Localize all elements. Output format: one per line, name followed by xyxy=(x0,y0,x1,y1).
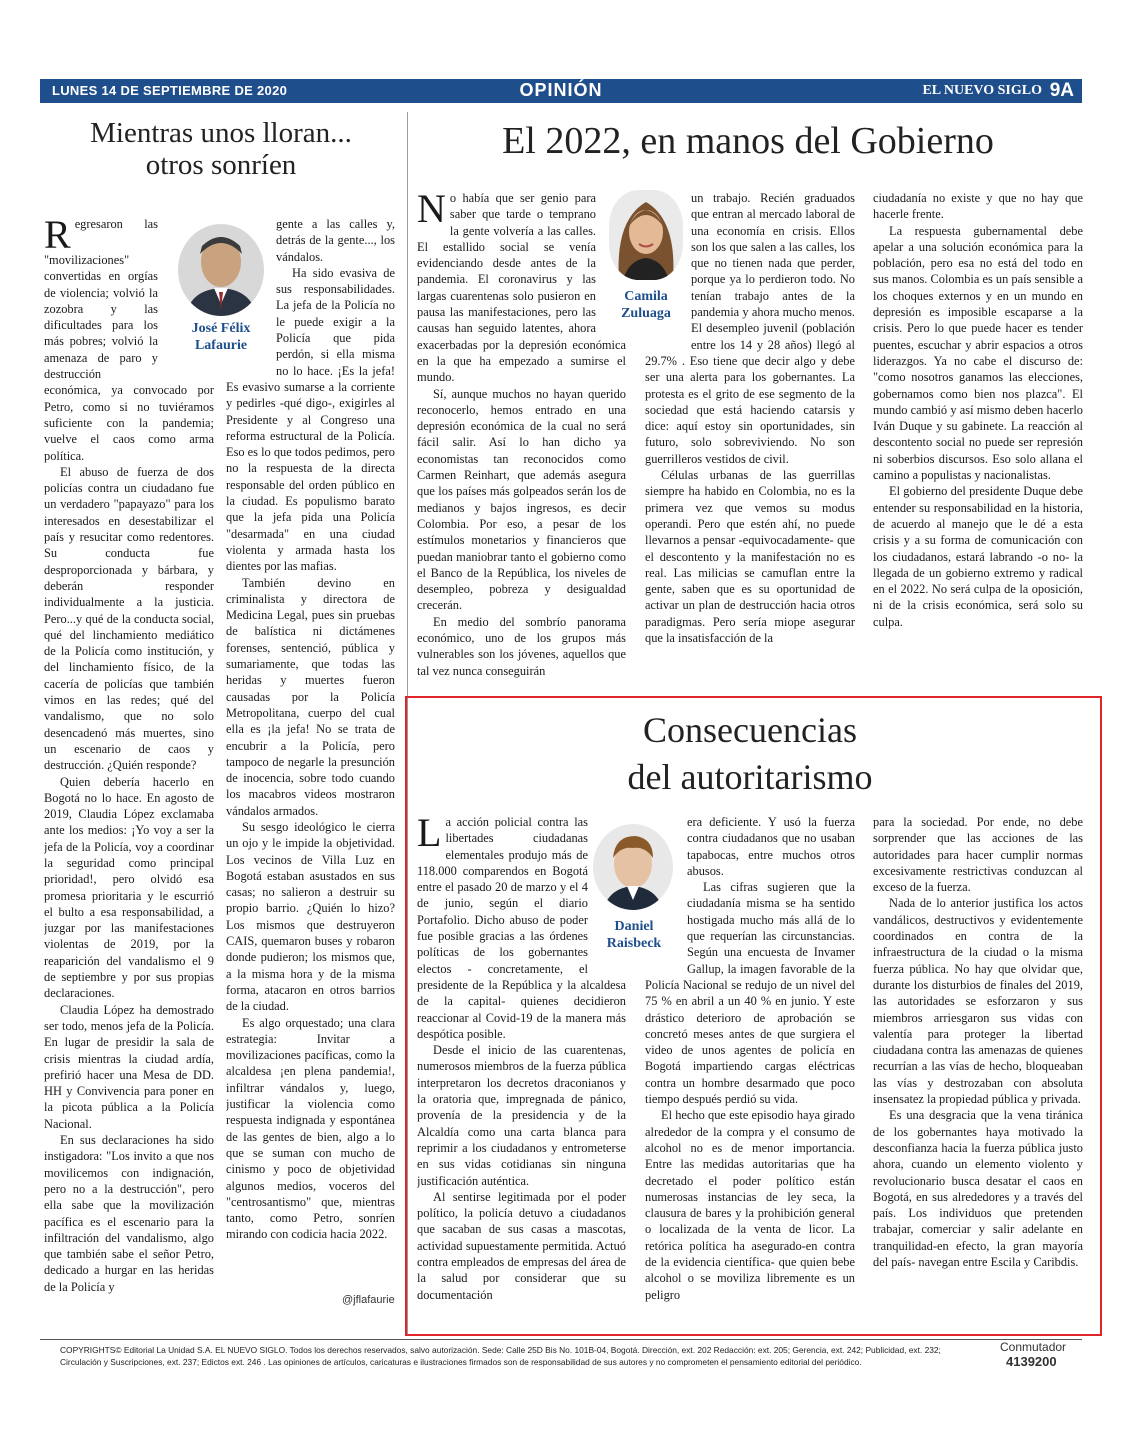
title-line: otros sonríen xyxy=(145,149,297,182)
title-line: del autoritarismo xyxy=(627,757,873,797)
paragraph: un trabajo. Recién graduados que entran al mercado laboral de una economía en crisis. Ellos son los que salen a las calles, los que no tienen nada que perder, porque ya lo perdieron todo. No tenían trabajo antes de la pandemia y ahora mucho menos. El desempleo juvenil (población entre los 14 y 28 años) llegó al 29.7% . Eso tiene que decir algo y debe ser una alerta para los gobernantes. La protesta es el grito de ese segmento de la sociedad que está haciendo catarsis y dice: aquí estoy sin oportunidades, sin futuro, solo sobreviviendo. No son guerrilleros vestidos de civil. xyxy=(645,191,855,466)
paragraph: El abuso de fuerza de dos policías contra un ciudadano fue un verdadero "papayazo" para los interesados en desestabilizar el país y resucitar como redentores. Su conducta fue desproporcionada y bárbara, y deberán responder individualmente a la justicia. Pero...y qué de la conducta social, qué del linchamiento mediático de la Policía como institución, y del linchamiento físico, de la cacería de policías que también vimos en las redes; qué del vandalismo, que no solo desencadenó más muertes, sino un escenario de caos y destrucción. ¿Quién responde? xyxy=(44,464,214,773)
article-left-col1 xyxy=(44,216,214,1306)
drop-cap: N xyxy=(417,190,446,231)
paragraph: era deficiente. Y usó la fuerza contra ciudadanos que no usaban tapabocas, entre muchos otros abusos. xyxy=(687,815,855,878)
article-bottom-col2 xyxy=(645,814,855,1316)
author-line: Zuluaga xyxy=(621,306,671,321)
footer-line-2: Circulación y Suscripciones, ext. 237; Edictos ext. 246 . Las opiniones de artículos, caricaturas e ilustraciones firmados son de responsabilidad de sus autores y no comprometen el pensamiento editorial del periódico. xyxy=(60,1357,862,1367)
paragraph: También devino en criminalista y directora de Medicina Legal, pues sin pruebas de balística ni dictámenes forenses, sentenció, pública y sumariamente, que todas las heridas y muertes fueron causadas por la Policía Metropolitana, cuerpo del cual ella es ¡la jefa! No se trata de encubrir a la Policía, pero tampoco de negarle la presunción de inocencia, sobre todo cuando los macabros videos mostraron vándalos armados. xyxy=(226,575,395,818)
footer-credits xyxy=(60,1344,990,1368)
author-line: Lafaurie xyxy=(194,338,248,353)
paragraph: para la sociedad. Por ende, no debe sorprender que las acciones de las autoridades para hacer cumplir normas excesivamente restrictivas conduzcan al exceso de la fuerza. xyxy=(873,815,1083,895)
section-title: OPINIÓN xyxy=(519,80,603,100)
author-line: José Félix xyxy=(191,321,251,336)
switchboard-number: 4139200 xyxy=(1006,1354,1057,1369)
footer-divider xyxy=(40,1339,1082,1340)
article-bottom-title xyxy=(500,707,1000,801)
article-top-col2 xyxy=(645,190,855,678)
page-number: 9A xyxy=(1049,80,1074,101)
newspaper-brand: EL NUEVO SIGLO xyxy=(922,83,1042,98)
paragraph: Es una desgracia que la vena tiránica de los gobernantes haya motivado la desconfianza hacia la fuerza pública justo ahora, cuando un elemento violento y revolucionario busca desatar el caos en Bogotá, en sus alrededores y a través del país. Los individuos que pretenden trabajar, comerciar y salir adelante en tranquilidad-en efecto, la gran mayoría del país- navegan entre Escila y Caribdis. xyxy=(873,1108,1083,1270)
title-line: Mientras unos lloran... xyxy=(90,117,352,149)
paragraph: Quien debería hacerlo en Bogotá no lo hace. En agosto de 2019, Claudia López exclamaba ante los medios: ¡Yo voy a ser la jefa de la Policía, voy a coordinar la seguridad como principal prioridad!, pero olvidó esa promesa prioritaria y le escurrió el bulto a esa responsabilidad, a juzgar por las manifestaciones violentas de 2019, por la reaparición del vandalismo el 9 de septiembre y por sus propias declaraciones. xyxy=(44,774,214,1001)
footer-line-1: COPYRIGHTS© Editorial La Unidad S.A. EL NUEVO SIGLO. Todos los derechos reservados, salvo autorización. Sede: Calle 25D Bis No. 101B-04, Bogotá. Dirección, ext. 202 Redacción: ext. 205; Gerencia, ext. 242; Publicidad, ext. 232; xyxy=(60,1345,941,1355)
paragraph: Ha sido evasiva de sus responsabilidades. La jefa de la Policía no le puede exigir a la Policía que pida perdón, si ella misma no lo hace. ¡Es la jefa! Es evasivo sumarse a la corriente y pedirles -qué digo-, exigirles al Presidente y al Congreso una reforma estructural de la Policía. Eso es lo que todos pedimos, pero no la respuesta de la directa responsable del orden público en la ciudad. Es populismo barato que la jefa pida una Policía "desarmada" en una ciudad violenta y armada hasta los dientes por las mafias. xyxy=(226,265,395,574)
drop-cap: L xyxy=(417,814,442,855)
article-top-title: El 2022, en manos del Gobierno xyxy=(502,120,994,162)
paragraph: Células urbanas de las guerrillas siempre ha habido en Colombia, no es la primera vez que vemos su modus operandi. Pero que estén ahí, no puede llevarnos a pensar -equivocadamente- que el descontento y la manifestación no es real. Las milicias se camuflan entre la gente, saben que es su oportunidad de activar un plan de destrucción hacia otros paradigmas. Pero sería miope asegurar que la insatisfacción de la xyxy=(645,468,855,646)
paragraph: Es algo orquestado; una clara estrategia: Invitar a movilizaciones pacíficas, como la alcaldesa ¡en plena pandemia!, infiltrar vándalos y, luego, justificar la violencia como respuesta indignada y espontánea de las gentes de bien, algo a lo que se suman con mucho de cinismo y poco de objetividad algunos medios, voceros del "centrosantismo" que, mientras tanto, como Petro, sonríen mirando con codicia hacia 2022. xyxy=(226,1015,395,1242)
paragraph: Sí, aunque muchos no hayan querido reconocerlo, hemos entrado en una depresión económica de la cual no será fácil salir. Así lo han dicho ya economistas tan reconocidos como Carmen Reinhart, que además asegura que los países más golpeados serán los de medianos y bajos ingresos, es decir Colombia. Por eso, a pesar de los estímulos monetarios y financieros que puedan maniobrar tanto el gobierno como el Banco de la República, los niveles de desempleo, pobreza y desigualdad crecerán. xyxy=(417,386,626,613)
title-line: Consecuencias xyxy=(643,710,857,750)
author-line: Daniel xyxy=(614,919,654,934)
twitter-handle: @jflafaurie xyxy=(342,1294,395,1306)
switchboard xyxy=(1000,1340,1066,1369)
paragraph-text: o había que ser genio para saber que tarde o temprano la gente volvería a las calles. El estallido social se venía evidenciando desde antes de la pandemia. El coronavirus y las largas cuarentenas solo pusieron en pausa las manifestaciones, pero las causas han seguido latentes, ahora exacerbadas por la depresión económica en la que ha empezado a sumirse el mundo. xyxy=(417,191,626,385)
article-left-col2 xyxy=(226,216,395,1292)
paragraph: La respuesta gubernamental debe apelar a una solución económica para la población, pero esa no está del todo en sus manos. Colombia es un país sensible a los choques externos y en un mundo en depresión es imposible escaparse a la crisis. Pero lo que puede hacer es tender puentes, escuchar y abrir espacios a otros liderazgos. Ya no cabe el discurso de: "como nosotros ganamos las elecciones, gobernamos como bien nos plazca". El mundo cambió y así mismo deben hacerlo Iván Duque y su gabinete. La reacción al descontento social no puede ser represión ni soberbios discursos. Eso solo allana el camino a populistas y nacionalistas. xyxy=(873,223,1083,483)
author-line: Camila xyxy=(624,289,668,304)
paragraph: ciudadanía no existe y que no hay que hacerle frente. xyxy=(873,191,1083,222)
paragraph: En medio del sombrío panorama económico, uno de los grupos más vulnerables son los jóvenes, aquellos que tal vez nunca conseguirán xyxy=(417,614,626,678)
drop-cap: R xyxy=(44,216,71,257)
article-bottom-col1 xyxy=(417,814,626,1316)
issue-date: LUNES 14 DE SEPTIEMBRE DE 2020 xyxy=(52,83,288,98)
article-left-title xyxy=(40,117,402,182)
article-bottom-col3 xyxy=(873,814,1083,1316)
paragraph: Las cifras sugieren que la ciudadanía misma se ha sentido hostigada mucho más allá de lo que requerían las circunstancias. Según una encuesta de Invamer Gallup, la imagen favorable de la Policía Nacional se redujo de un nivel del 75 % en abril a un 40 % en junio. Y este drástico deterioro de aprobación se concretó meses antes de que surgiera el video de unos agentes de policía en Bogotá impartiendo cargas eléctricas contra un hombre desarmado que poco tiempo después perdió su vida. xyxy=(645,880,855,1107)
paragraph-text: a acción policial contra las libertades ciudadanas elementales produjo más de 118.000 comparendos en Bogotá entre el pasado 20 de marzo y el 4 de junio, según el diario Portafolio. Dicho abuso de poder fue posible gracias a las órdenes políticas de los gobernantes electos - concretamente, el presidente de la República y la alcaldesa de la capital- quienes decidieron reaccionar al Covid-19 de la manera más despótica posible. xyxy=(417,815,626,1041)
paragraph: El gobierno del presidente Duque debe entender su responsabilidad en la historia, de acuerdo al manejo que le dé a esta crisis y a su forma de comunicación con los ciudadanos, estará labrando -o no- la llegada de un gobierno extremo y radical en el 2022. No será culpa de la oposición, ni de la crisis económica, será solo su culpa. xyxy=(873,484,1083,629)
paragraph: Al sentirse legitimada por el poder político, la policía detuvo a ciudadanos que sacaban de sus casas a mascotas, actividad supuestamente permitida. Actuó contra empleados de empresas del área de la salud por considerar que su documentación xyxy=(417,1189,626,1302)
page-header-bar xyxy=(40,79,1082,103)
article-top-col3 xyxy=(873,190,1083,678)
paragraph: Su sesgo ideológico le cierra un ojo y le impide la objetividad. Los vecinos de Villa Luz en Bogotá estaban asustados en sus casas; no salieron a destruir su propio barrio. ¿Quién lo hizo? Los mismos que destruyeron CAIS, quemaron buses y robaron donde pudieron; los mismos que, a la misma hora y de la misma forma, atacaron en otros barrios de la ciudad. xyxy=(226,819,395,1014)
paragraph xyxy=(417,190,626,386)
article-top-col1 xyxy=(417,190,626,678)
paragraph: El hecho que este episodio haya girado alrededor de la compra y el consumo de alcohol no es de menor importancia. Entre las medidas autoritarias que ha decretado el poder político están numerosas instancias de ley seca, la clausura de bares y la prohibición general o localizada de la venta de licor. La retórica política ha asegurado-en contra de la evidencia científica- que quien bebe alcohol o se moviliza libremente es un peligro xyxy=(645,1108,855,1302)
paragraph: En sus declaraciones ha sido instigadora: "Los invito a que nos movilicemos con indignación, pero no a la destrucción", pero ella sabe que la movilización pacífica es el escenario para la infiltración del vandalismo, algo que también sabe el señor Petro, dedicado a hurgar en las heridas de la Policía y xyxy=(44,1133,214,1294)
author-line: Raisbeck xyxy=(606,936,662,951)
paragraph: Claudia López ha demostrado ser todo, menos jefa de la Policía. En lugar de presidir la sala de crisis mientras la ciudad ardía, prefirió hacer una Mesa de DD. HH y Convivencia para poner en la picota pública a la Policía Nacional. xyxy=(44,1002,214,1131)
paragraph: Desde el inicio de las cuarentenas, numerosos miembros de la fuerza pública interpretaron los decretos draconianos y la oratoria que, impregnada de pánico, provenía de la presidencia y de la Alcaldía como una carta blanca para reprimir a los ciudadanos y entrometerse en sus vidas cotidianas sin ninguna justificación auténtica. xyxy=(417,1043,626,1188)
paragraph-text: egresaron las "movilizaciones" convertidas en orgías de violencia; volvió la zozobra y las dificultades para los más pobres; volvió la amenaza de paro y destrucción económica, ya convocado por Petro, como si no tuviéramos suficiente con la pandemia; vuelve el caos como arma política. xyxy=(44,217,214,463)
paragraph: Nada de lo anterior justifica los actos vandálicos, destructivos y evidentemente coordinados en contra de la infraestructura de la ciudad o la misma fuerza pública. No hay que olvidar que, durante los disturbios de finales del 2019, las autoridades se esforzaron y sus miembros arriesgaron sus vidas con valentía para proteger la libertad ciudadana contra las amenazas de quienes recurrían a las vías de hecho, bloqueaban las vías y destrozaban con absoluta insensatez la propiedad pública y privada. xyxy=(873,896,1083,1107)
switchboard-label: Conmutador xyxy=(1000,1340,1067,1354)
paragraph: gente a las calles y, detrás de la gente..., los vándalos. xyxy=(276,217,395,264)
